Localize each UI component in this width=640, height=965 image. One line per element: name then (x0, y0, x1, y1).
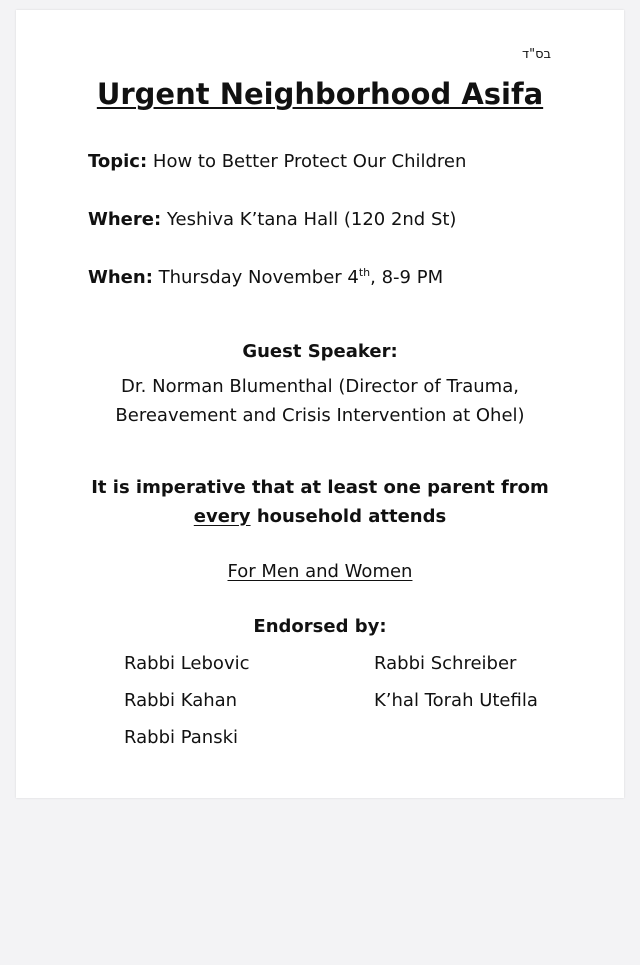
when-value (159, 267, 443, 288)
guest-speaker-line-2: Bereavement and Crisis Intervention at Ohel) (115, 405, 525, 426)
topic-label: Topic: (88, 151, 148, 172)
flyer-title: Urgent Neighborhood Asifa (96, 77, 544, 111)
topic-value: How to Better Protect Our Children (152, 151, 467, 172)
endorsed-label: Endorsed by: (253, 616, 387, 637)
imperative-line-2 (0, 506, 640, 527)
endorser-right-1: Rabbi Schreiber (374, 653, 517, 674)
audience-text: For Men and Women (227, 561, 413, 582)
endorser-left-3: Rabbi Panski (124, 727, 239, 748)
where-line (88, 209, 456, 230)
when-time: , 8-9 PM (370, 267, 444, 288)
imperative-rest: household attends (250, 506, 447, 527)
bsd-header: בס"ד (522, 47, 552, 62)
when-date-suffix: th (358, 266, 371, 279)
imperative-line-1: It is imperative that at least one parent from (91, 477, 549, 498)
imperative-emphasis: every (193, 506, 251, 527)
where-label: Where: (88, 209, 162, 230)
endorser-left-2: Rabbi Kahan (124, 690, 238, 711)
when-date: Thursday November 4 (158, 267, 359, 288)
guest-speaker-line-1: Dr. Norman Blumenthal (Director of Trauma, (121, 376, 519, 397)
flyer-page (16, 10, 624, 798)
guest-speaker-label: Guest Speaker: (242, 341, 398, 362)
when-label: When: (88, 267, 153, 288)
when-line (88, 267, 443, 288)
endorser-left-1: Rabbi Lebovic (124, 653, 250, 674)
audience-line (0, 561, 640, 582)
topic-line (88, 151, 466, 172)
where-value: Yeshiva K’tana Hall (120 2nd St) (166, 209, 457, 230)
endorser-right-2: K’hal Torah Utefila (374, 690, 538, 711)
